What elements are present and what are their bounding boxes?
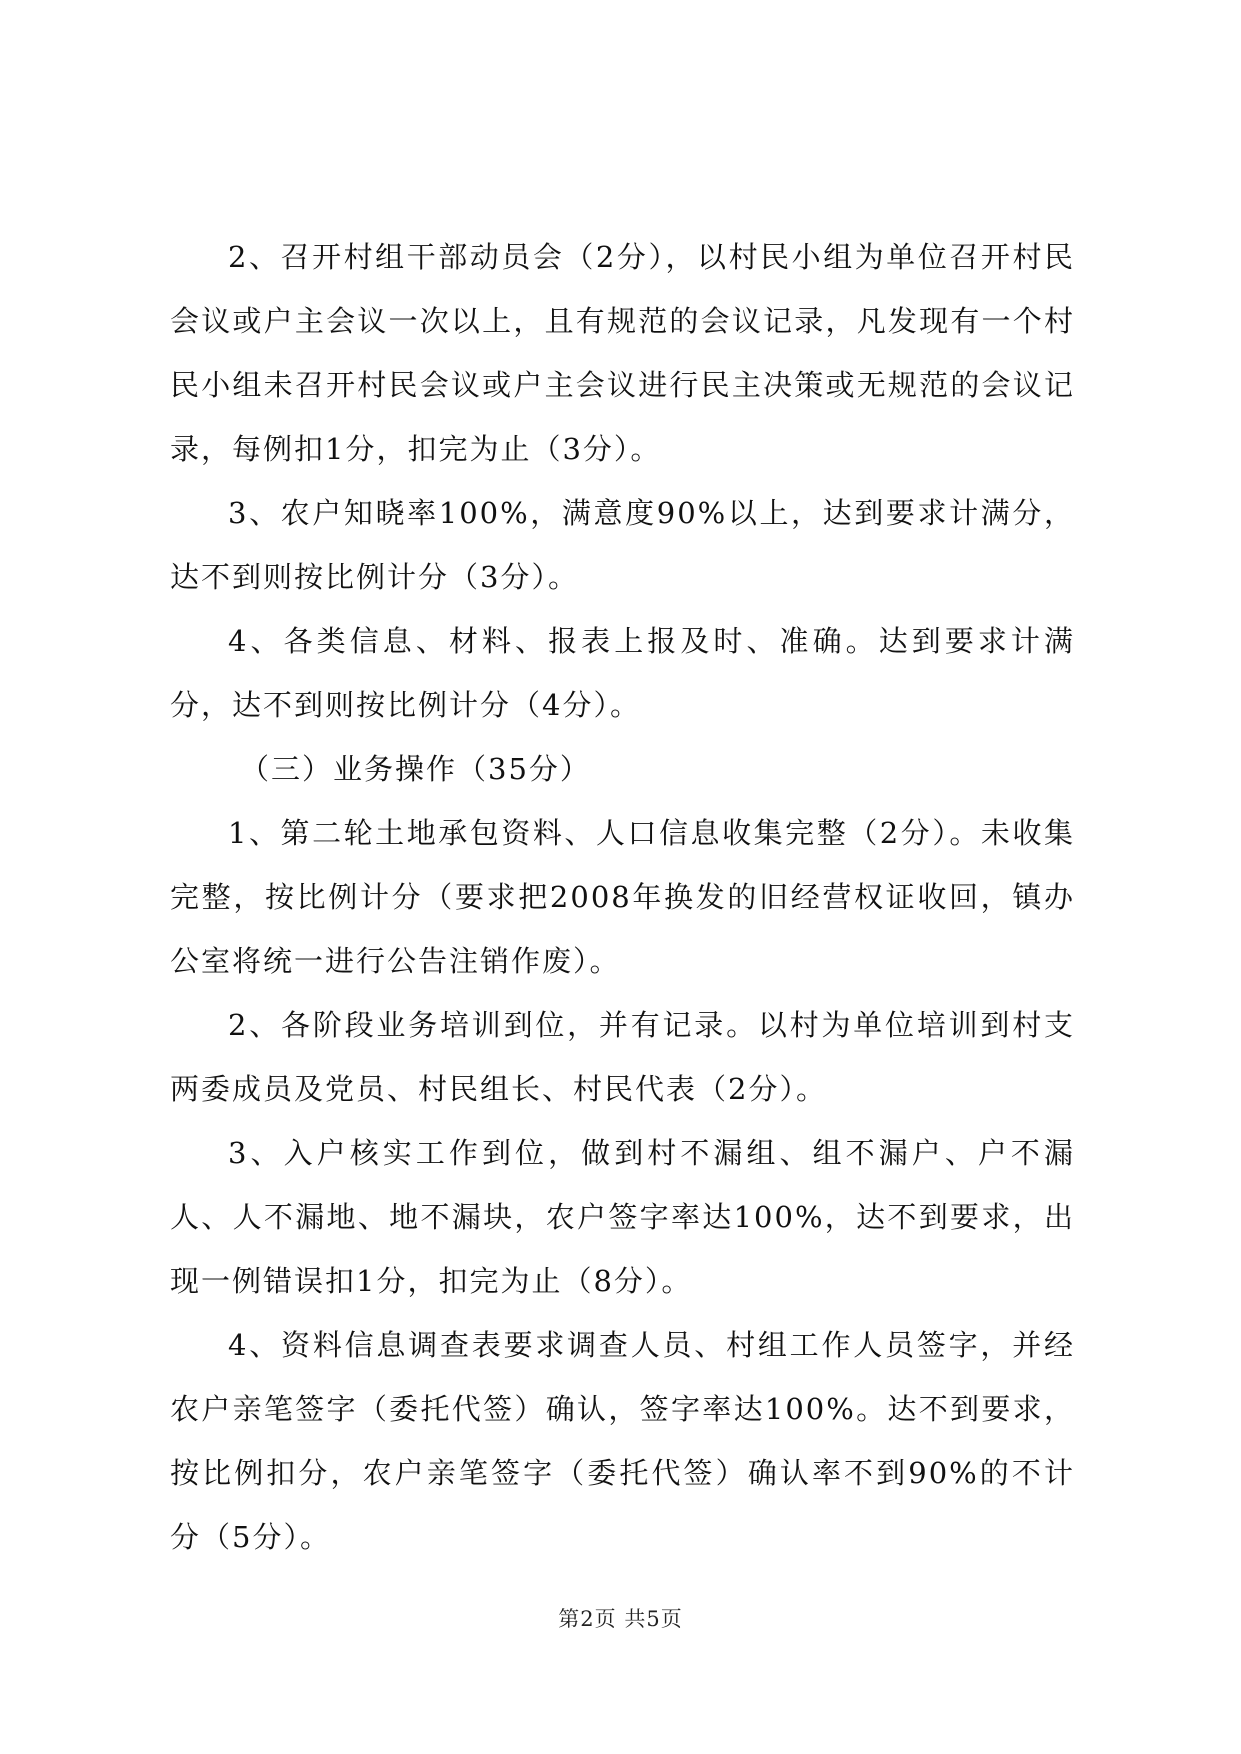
paragraph-item-2-meeting: 2、召开村组干部动员会（2分），以村民小组为单位召开村民会议或户主会议一次以上，且有规范的会议记录，凡发现有一个村民小组未召开村民会议或户主会议进行民主决策或无规范的会议记录，每例扣1分，扣完为止（3分）。 [170,240,1075,466]
paragraph-item-1-data-collection: 1、第二轮土地承包资料、人口信息收集完整（2分）。未收集完整，按比例计分（要求把2008年换发的旧经营权证收回，镇办公室将统一进行公告注销作废）。 [170,816,1075,978]
paragraph-item-4-signatures: 4、资料信息调查表要求调查人员、村组工作人员签字，并经农户亲笔签字（委托代签）确认，签字率达100%。达不到要求，按比例扣分，农户亲笔签字（委托代签）确认率不到90%的不计分（5分）。 [170,1328,1075,1554]
document-body [170,225,1075,1569]
paragraph-item-3-household-verification: 3、入户核实工作到位，做到村不漏组、组不漏户、户不漏人、人不漏地、地不漏块，农户签字率达100%，达不到要求，出现一例错误扣1分，扣完为止（8分）。 [170,1136,1075,1298]
page-footer: 第2页 共5页 [558,1607,683,1631]
paragraph-item-3-awareness: 3、农户知晓率100%，满意度90%以上，达到要求计满分，达不到则按比例计分（3分）。 [170,496,1075,594]
paragraph-item-4-reporting: 4、各类信息、材料、报表上报及时、准确。达到要求计满分，达不到则按比例计分（4分）。 [170,624,1075,722]
paragraph-item-2-training: 2、各阶段业务培训到位，并有记录。以村为单位培训到村支两委成员及党员、村民组长、村民代表（2分）。 [170,1008,1075,1106]
section-heading-business-operation: （三）业务操作（35分） [240,752,591,786]
